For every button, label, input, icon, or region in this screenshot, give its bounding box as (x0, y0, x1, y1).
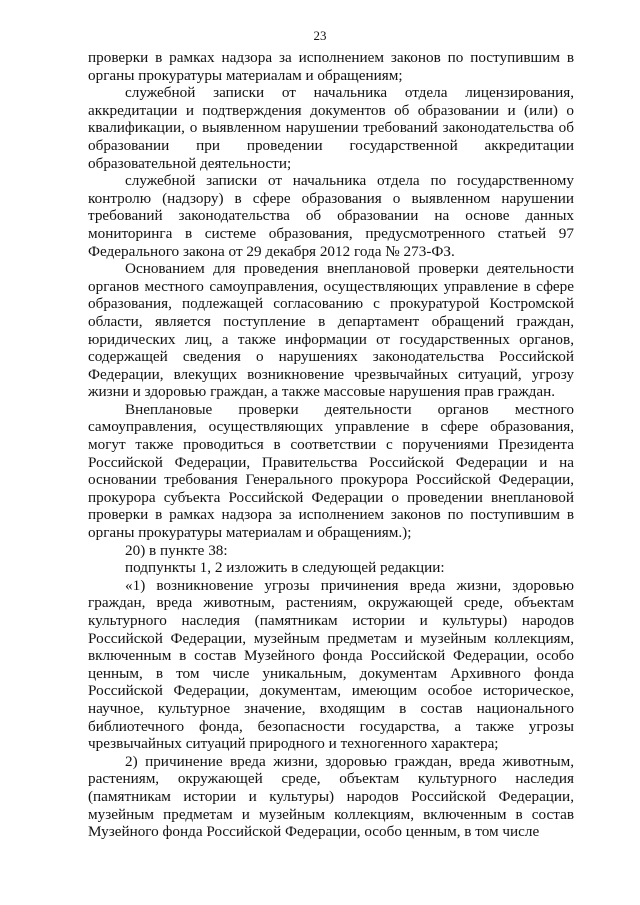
paragraph: 20) в пункте 38: (125, 541, 228, 559)
paragraph: служебной записки от начальника отдела по государственному контролю (надзору) в сфере образования о выявленном нарушении требований законодательства об образовании на основе данных мониторинга в системе образования, предусмотренного статьей 97 Федерального закона от 29 декабря 2012 года № 273-ФЗ. (88, 172, 574, 260)
paragraph: подпункты 1, 2 изложить в следующей редакции: (125, 559, 445, 577)
paragraph: Внеплановые проверки деятельности органов местного самоуправления, осуществляющих управление в сфере образования, могут также проводиться в соответствии с поручениями Президента Российской Федерации, Правительства Российской Федерации и на основании требования Генерального прокурора Российской Федерации, прокурора субъекта Российской Федерации о проведении внеплановой проверки в рамках надзора за исполнением законов по поступившим в органы прокуратуры материалам и обращениям.); (88, 400, 574, 542)
paragraph: Основанием для проведения внеплановой проверки деятельности органов местного самоуправления, осуществляющих управление в сфере образования, подлежащей согласованию с прокуратурой Костромской области, является поступление в департамент обращений граждан, юридических лиц, а также информации от государственных органов, содержащей сведения о нарушениях законодательства Российской Федерации, влекущих возникновение чрезвычайных ситуаций, угрозу жизни и здоровью граждан, а также массовые нарушения прав граждан. (88, 260, 574, 401)
page-number: 23 (313, 28, 327, 43)
paragraph: «1) возникновение угрозы причинения вреда жизни, здоровью граждан, вреда животным, растениям, окружающей среде, объектам культурного наследия (памятникам истории и культуры) народов Российской Федерации, музейным предметам и музейным коллекциям, включенным в состав Музейного фонда Российской Федерации, особо ценным, в том числе уникальным, документам Архивного фонда Российской Федерации, документам, имеющим особое историческое, научное, культурное значение, входящим в состав национального библиотечного фонда, безопасности государства, а также угрозы чрезвычайных ситуаций природного и техногенного характера; (88, 576, 574, 753)
paragraph: служебной записки от начальника отдела лицензирования, аккредитации и подтверждения документов об образовании и (или) о квалификации, о выявленном нарушении требований законодательства об образовании при проведении государственной аккредитации образовательной деятельности; (88, 84, 574, 172)
paragraph: проверки в рамках надзора за исполнением законов по поступившим в органы прокуратуры материалам и обращениям; (88, 49, 574, 84)
document-body (88, 49, 574, 841)
paragraph: 2) причинение вреда жизни, здоровью граждан, вреда животным, растениям, окружающей среде, объектам культурного наследия (памятникам истории и культуры) народов Российской Федерации, музейным предметам и музейным коллекциям, включенным в состав Музейного фонда Российской Федерации, особо ценным, в том числе (88, 752, 574, 841)
